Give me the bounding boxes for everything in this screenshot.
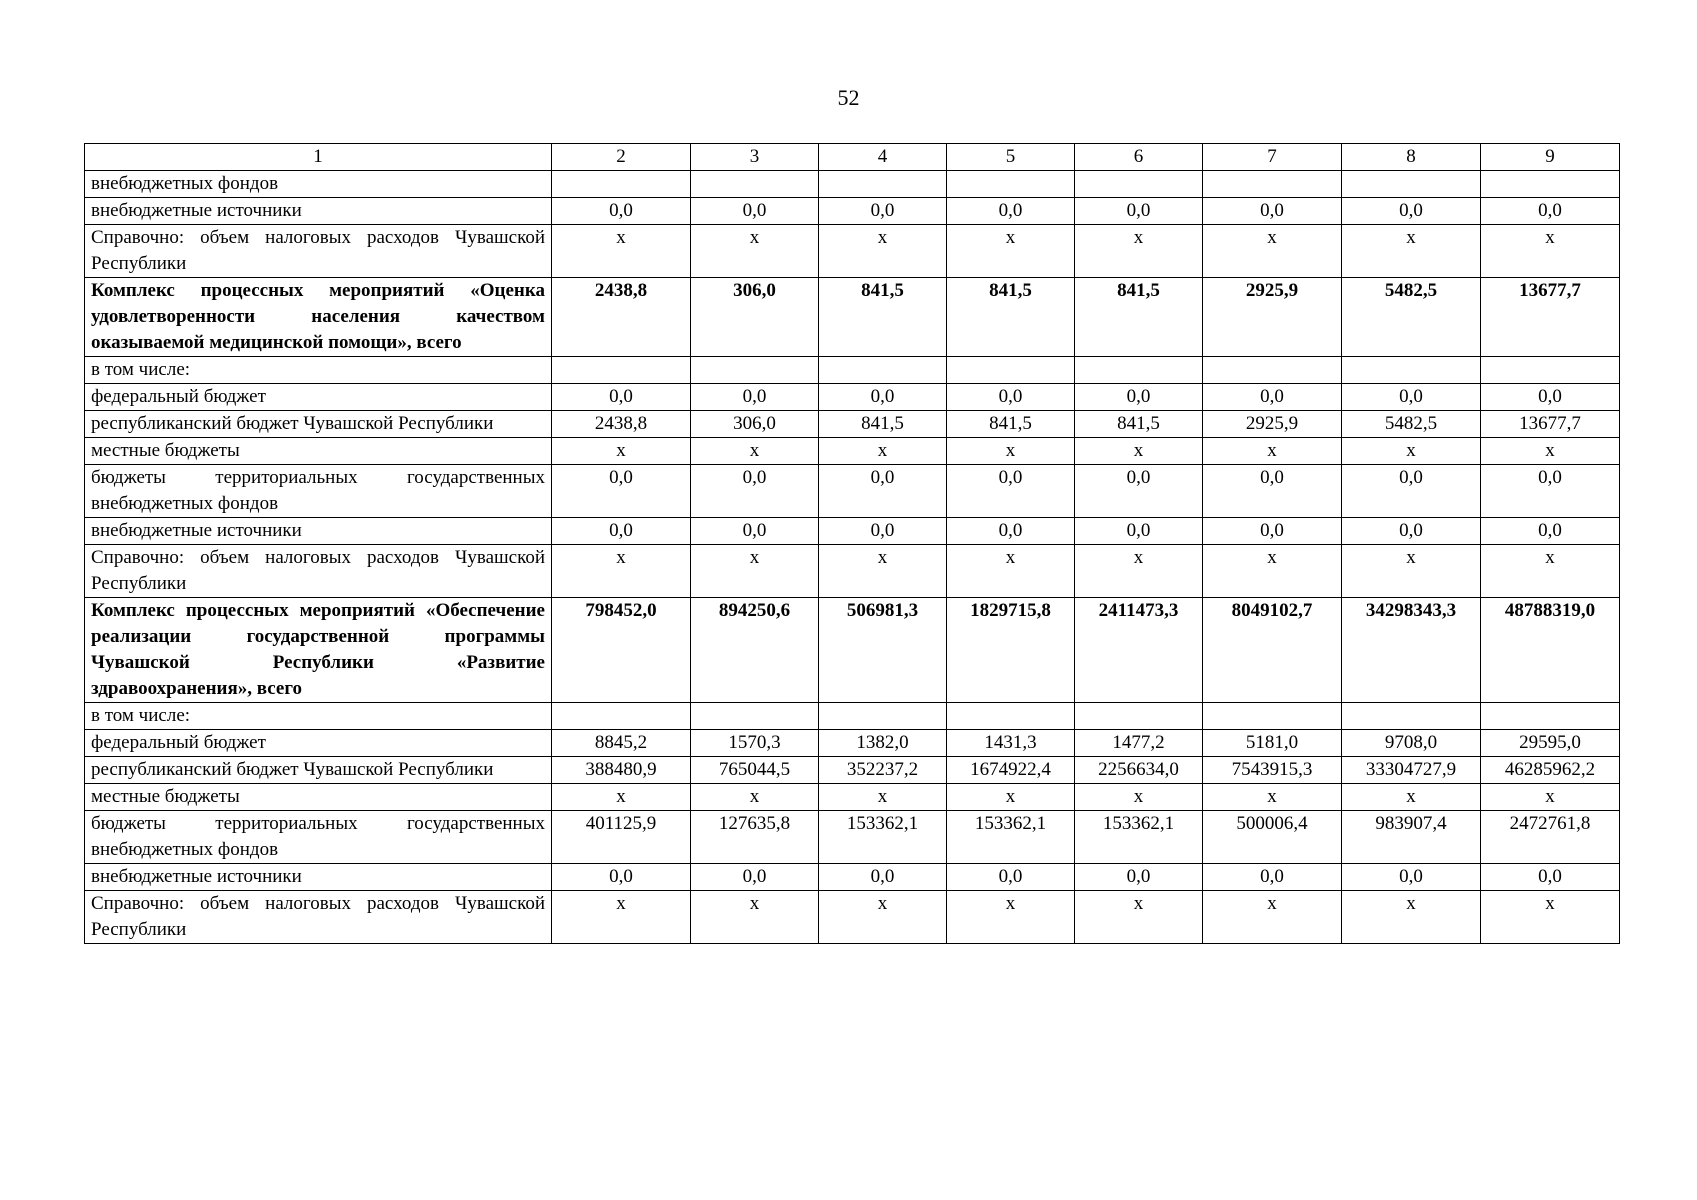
value-cell: 0,0 (1203, 465, 1342, 518)
value-cell: 0,0 (819, 864, 947, 891)
value-cell: 2472761,8 (1481, 811, 1620, 864)
value-cell (1342, 357, 1481, 384)
value-cell: х (1481, 545, 1620, 598)
value-cell: 798452,0 (552, 598, 691, 703)
value-cell: х (947, 784, 1075, 811)
table-row (85, 411, 1620, 438)
value-cell: 0,0 (1203, 384, 1342, 411)
row-label: бюджеты территориальных государственных внебюджетных фондов (85, 811, 552, 864)
table-row (85, 278, 1620, 357)
row-label: Комплекс процессных мероприятий «Оценка удовлетворенности населения качеством оказываемой медицинской помощи», всего (85, 278, 552, 357)
row-label: федеральный бюджет (85, 384, 552, 411)
value-cell: х (1075, 545, 1203, 598)
row-label: республиканский бюджет Чувашской Республики (85, 411, 552, 438)
value-cell: х (947, 225, 1075, 278)
value-cell (1481, 357, 1620, 384)
row-label: Справочно: объем налоговых расходов Чувашской Республики (85, 545, 552, 598)
value-cell: 1382,0 (819, 730, 947, 757)
value-cell (819, 703, 947, 730)
table-body (85, 171, 1620, 944)
value-cell: х (691, 438, 819, 465)
row-label: бюджеты территориальных государственных внебюджетных фондов (85, 465, 552, 518)
value-cell (1203, 703, 1342, 730)
column-number-cell: 5 (947, 144, 1075, 171)
value-cell: 0,0 (947, 198, 1075, 225)
value-cell: 153362,1 (819, 811, 947, 864)
value-cell: х (552, 784, 691, 811)
value-cell: 13677,7 (1481, 278, 1620, 357)
value-cell: х (819, 891, 947, 944)
value-cell: х (1342, 438, 1481, 465)
table-row (85, 384, 1620, 411)
value-cell: 153362,1 (947, 811, 1075, 864)
value-cell: х (691, 784, 819, 811)
value-cell (552, 357, 691, 384)
value-cell: х (1342, 225, 1481, 278)
value-cell: 0,0 (1075, 198, 1203, 225)
value-cell: 401125,9 (552, 811, 691, 864)
row-label: внебюджетные источники (85, 864, 552, 891)
value-cell: 306,0 (691, 278, 819, 357)
value-cell: х (1481, 891, 1620, 944)
value-cell (552, 171, 691, 198)
column-number-cell: 7 (1203, 144, 1342, 171)
value-cell: 1570,3 (691, 730, 819, 757)
table-row (85, 171, 1620, 198)
value-cell: х (819, 225, 947, 278)
value-cell: 841,5 (819, 411, 947, 438)
value-cell: 0,0 (691, 198, 819, 225)
value-cell: 7543915,3 (1203, 757, 1342, 784)
value-cell: х (552, 438, 691, 465)
value-cell: х (819, 784, 947, 811)
value-cell: х (552, 545, 691, 598)
column-number-cell: 1 (85, 144, 552, 171)
value-cell: 0,0 (1342, 864, 1481, 891)
value-cell: 1477,2 (1075, 730, 1203, 757)
value-cell: 0,0 (947, 384, 1075, 411)
value-cell: 306,0 (691, 411, 819, 438)
value-cell: 5482,5 (1342, 411, 1481, 438)
value-cell: 841,5 (1075, 278, 1203, 357)
value-cell: 5181,0 (1203, 730, 1342, 757)
value-cell (1203, 171, 1342, 198)
value-cell (552, 703, 691, 730)
value-cell: 0,0 (1342, 384, 1481, 411)
value-cell: 2438,8 (552, 278, 691, 357)
value-cell (947, 703, 1075, 730)
value-cell: 2925,9 (1203, 278, 1342, 357)
value-cell: х (1481, 438, 1620, 465)
value-cell: 0,0 (691, 518, 819, 545)
row-label: внебюджетные источники (85, 198, 552, 225)
value-cell: 33304727,9 (1342, 757, 1481, 784)
value-cell: 0,0 (1481, 465, 1620, 518)
value-cell (691, 357, 819, 384)
value-cell: 0,0 (1481, 198, 1620, 225)
page-number: 52 (837, 85, 860, 110)
value-cell (1481, 703, 1620, 730)
column-number-cell: 3 (691, 144, 819, 171)
value-cell: 8845,2 (552, 730, 691, 757)
row-label: в том числе: (85, 357, 552, 384)
row-label: республиканский бюджет Чувашской Республики (85, 757, 552, 784)
row-label: местные бюджеты (85, 438, 552, 465)
column-number-cell: 8 (1342, 144, 1481, 171)
row-label: Справочно: объем налоговых расходов Чувашской Республики (85, 225, 552, 278)
value-cell: 0,0 (552, 198, 691, 225)
value-cell: х (819, 545, 947, 598)
value-cell: х (947, 438, 1075, 465)
value-cell: 765044,5 (691, 757, 819, 784)
value-cell: 153362,1 (1075, 811, 1203, 864)
value-cell: х (1075, 891, 1203, 944)
value-cell (947, 357, 1075, 384)
row-label: Комплекс процессных мероприятий «Обеспечение реализации государственной программы Чувашской Республики «Развитие здравоохранения», всего (85, 598, 552, 703)
table-row (85, 757, 1620, 784)
value-cell: 0,0 (1481, 518, 1620, 545)
value-cell: 0,0 (1481, 384, 1620, 411)
value-cell (1342, 171, 1481, 198)
value-cell: 48788319,0 (1481, 598, 1620, 703)
value-cell: 0,0 (1342, 518, 1481, 545)
value-cell: 2411473,3 (1075, 598, 1203, 703)
value-cell (947, 171, 1075, 198)
value-cell: х (1342, 784, 1481, 811)
value-cell: 983907,4 (1342, 811, 1481, 864)
table-row (85, 357, 1620, 384)
value-cell: 0,0 (691, 465, 819, 518)
value-cell: х (691, 545, 819, 598)
value-cell: 0,0 (1342, 465, 1481, 518)
value-cell: х (1203, 225, 1342, 278)
value-cell: 0,0 (947, 864, 1075, 891)
value-cell: 0,0 (1075, 465, 1203, 518)
value-cell (1203, 357, 1342, 384)
value-cell: 388480,9 (552, 757, 691, 784)
value-cell: х (947, 545, 1075, 598)
value-cell: 34298343,3 (1342, 598, 1481, 703)
value-cell: 0,0 (819, 465, 947, 518)
table-row (85, 198, 1620, 225)
value-cell: 2925,9 (1203, 411, 1342, 438)
value-cell (691, 703, 819, 730)
value-cell: 9708,0 (1342, 730, 1481, 757)
table-row (85, 703, 1620, 730)
table-row (85, 598, 1620, 703)
value-cell: х (1075, 225, 1203, 278)
row-label: внебюджетных фондов (85, 171, 552, 198)
row-label: в том числе: (85, 703, 552, 730)
row-label: местные бюджеты (85, 784, 552, 811)
value-cell: х (1481, 225, 1620, 278)
value-cell: 0,0 (1075, 518, 1203, 545)
value-cell (691, 171, 819, 198)
value-cell (819, 357, 947, 384)
value-cell: 29595,0 (1481, 730, 1620, 757)
value-cell: х (691, 891, 819, 944)
table-row (85, 545, 1620, 598)
value-cell: 500006,4 (1203, 811, 1342, 864)
value-cell: х (1481, 784, 1620, 811)
value-cell: 0,0 (1342, 198, 1481, 225)
value-cell: х (552, 225, 691, 278)
value-cell: 0,0 (552, 384, 691, 411)
table-row (85, 811, 1620, 864)
value-cell: х (1075, 438, 1203, 465)
budget-table (84, 143, 1620, 944)
value-cell: 0,0 (947, 465, 1075, 518)
value-cell: 0,0 (819, 518, 947, 545)
value-cell: 0,0 (1075, 864, 1203, 891)
row-label: внебюджетные источники (85, 518, 552, 545)
value-cell: 894250,6 (691, 598, 819, 703)
table-row (85, 465, 1620, 518)
column-number-cell: 4 (819, 144, 947, 171)
value-cell: 1674922,4 (947, 757, 1075, 784)
value-cell (1075, 357, 1203, 384)
column-number-cell: 2 (552, 144, 691, 171)
table-row (85, 864, 1620, 891)
value-cell: 2438,8 (552, 411, 691, 438)
value-cell: х (1203, 891, 1342, 944)
value-cell (1481, 171, 1620, 198)
value-cell: 841,5 (947, 411, 1075, 438)
table-row (85, 438, 1620, 465)
column-number-cell: 6 (1075, 144, 1203, 171)
value-cell: 841,5 (947, 278, 1075, 357)
value-cell: 0,0 (947, 518, 1075, 545)
value-cell: х (947, 891, 1075, 944)
value-cell: х (691, 225, 819, 278)
value-cell: 0,0 (819, 384, 947, 411)
value-cell: х (1075, 784, 1203, 811)
value-cell: 5482,5 (1342, 278, 1481, 357)
value-cell: х (1203, 784, 1342, 811)
table-row (85, 518, 1620, 545)
value-cell (1075, 703, 1203, 730)
value-cell: х (1203, 438, 1342, 465)
value-cell (819, 171, 947, 198)
value-cell: 0,0 (691, 864, 819, 891)
value-cell: х (819, 438, 947, 465)
column-number-row (85, 144, 1620, 171)
value-cell: 352237,2 (819, 757, 947, 784)
row-label: федеральный бюджет (85, 730, 552, 757)
value-cell: 2256634,0 (1075, 757, 1203, 784)
value-cell: 1431,3 (947, 730, 1075, 757)
value-cell: 1829715,8 (947, 598, 1075, 703)
value-cell: 841,5 (1075, 411, 1203, 438)
value-cell: 841,5 (819, 278, 947, 357)
table-row (85, 784, 1620, 811)
value-cell: х (1203, 545, 1342, 598)
column-number-cell: 9 (1481, 144, 1620, 171)
value-cell: х (1342, 891, 1481, 944)
value-cell: 0,0 (819, 198, 947, 225)
table-row (85, 225, 1620, 278)
value-cell: 46285962,2 (1481, 757, 1620, 784)
value-cell: 0,0 (1481, 864, 1620, 891)
value-cell: 8049102,7 (1203, 598, 1342, 703)
value-cell: х (1342, 545, 1481, 598)
table-row (85, 730, 1620, 757)
value-cell: 0,0 (552, 864, 691, 891)
value-cell: х (552, 891, 691, 944)
value-cell (1075, 171, 1203, 198)
value-cell: 0,0 (1203, 198, 1342, 225)
value-cell: 0,0 (1075, 384, 1203, 411)
value-cell: 0,0 (691, 384, 819, 411)
value-cell: 13677,7 (1481, 411, 1620, 438)
value-cell: 0,0 (552, 465, 691, 518)
value-cell (1342, 703, 1481, 730)
table-row (85, 891, 1620, 944)
value-cell: 0,0 (1203, 864, 1342, 891)
value-cell: 0,0 (552, 518, 691, 545)
row-label: Справочно: объем налоговых расходов Чувашской Республики (85, 891, 552, 944)
value-cell: 127635,8 (691, 811, 819, 864)
value-cell: 0,0 (1203, 518, 1342, 545)
value-cell: 506981,3 (819, 598, 947, 703)
